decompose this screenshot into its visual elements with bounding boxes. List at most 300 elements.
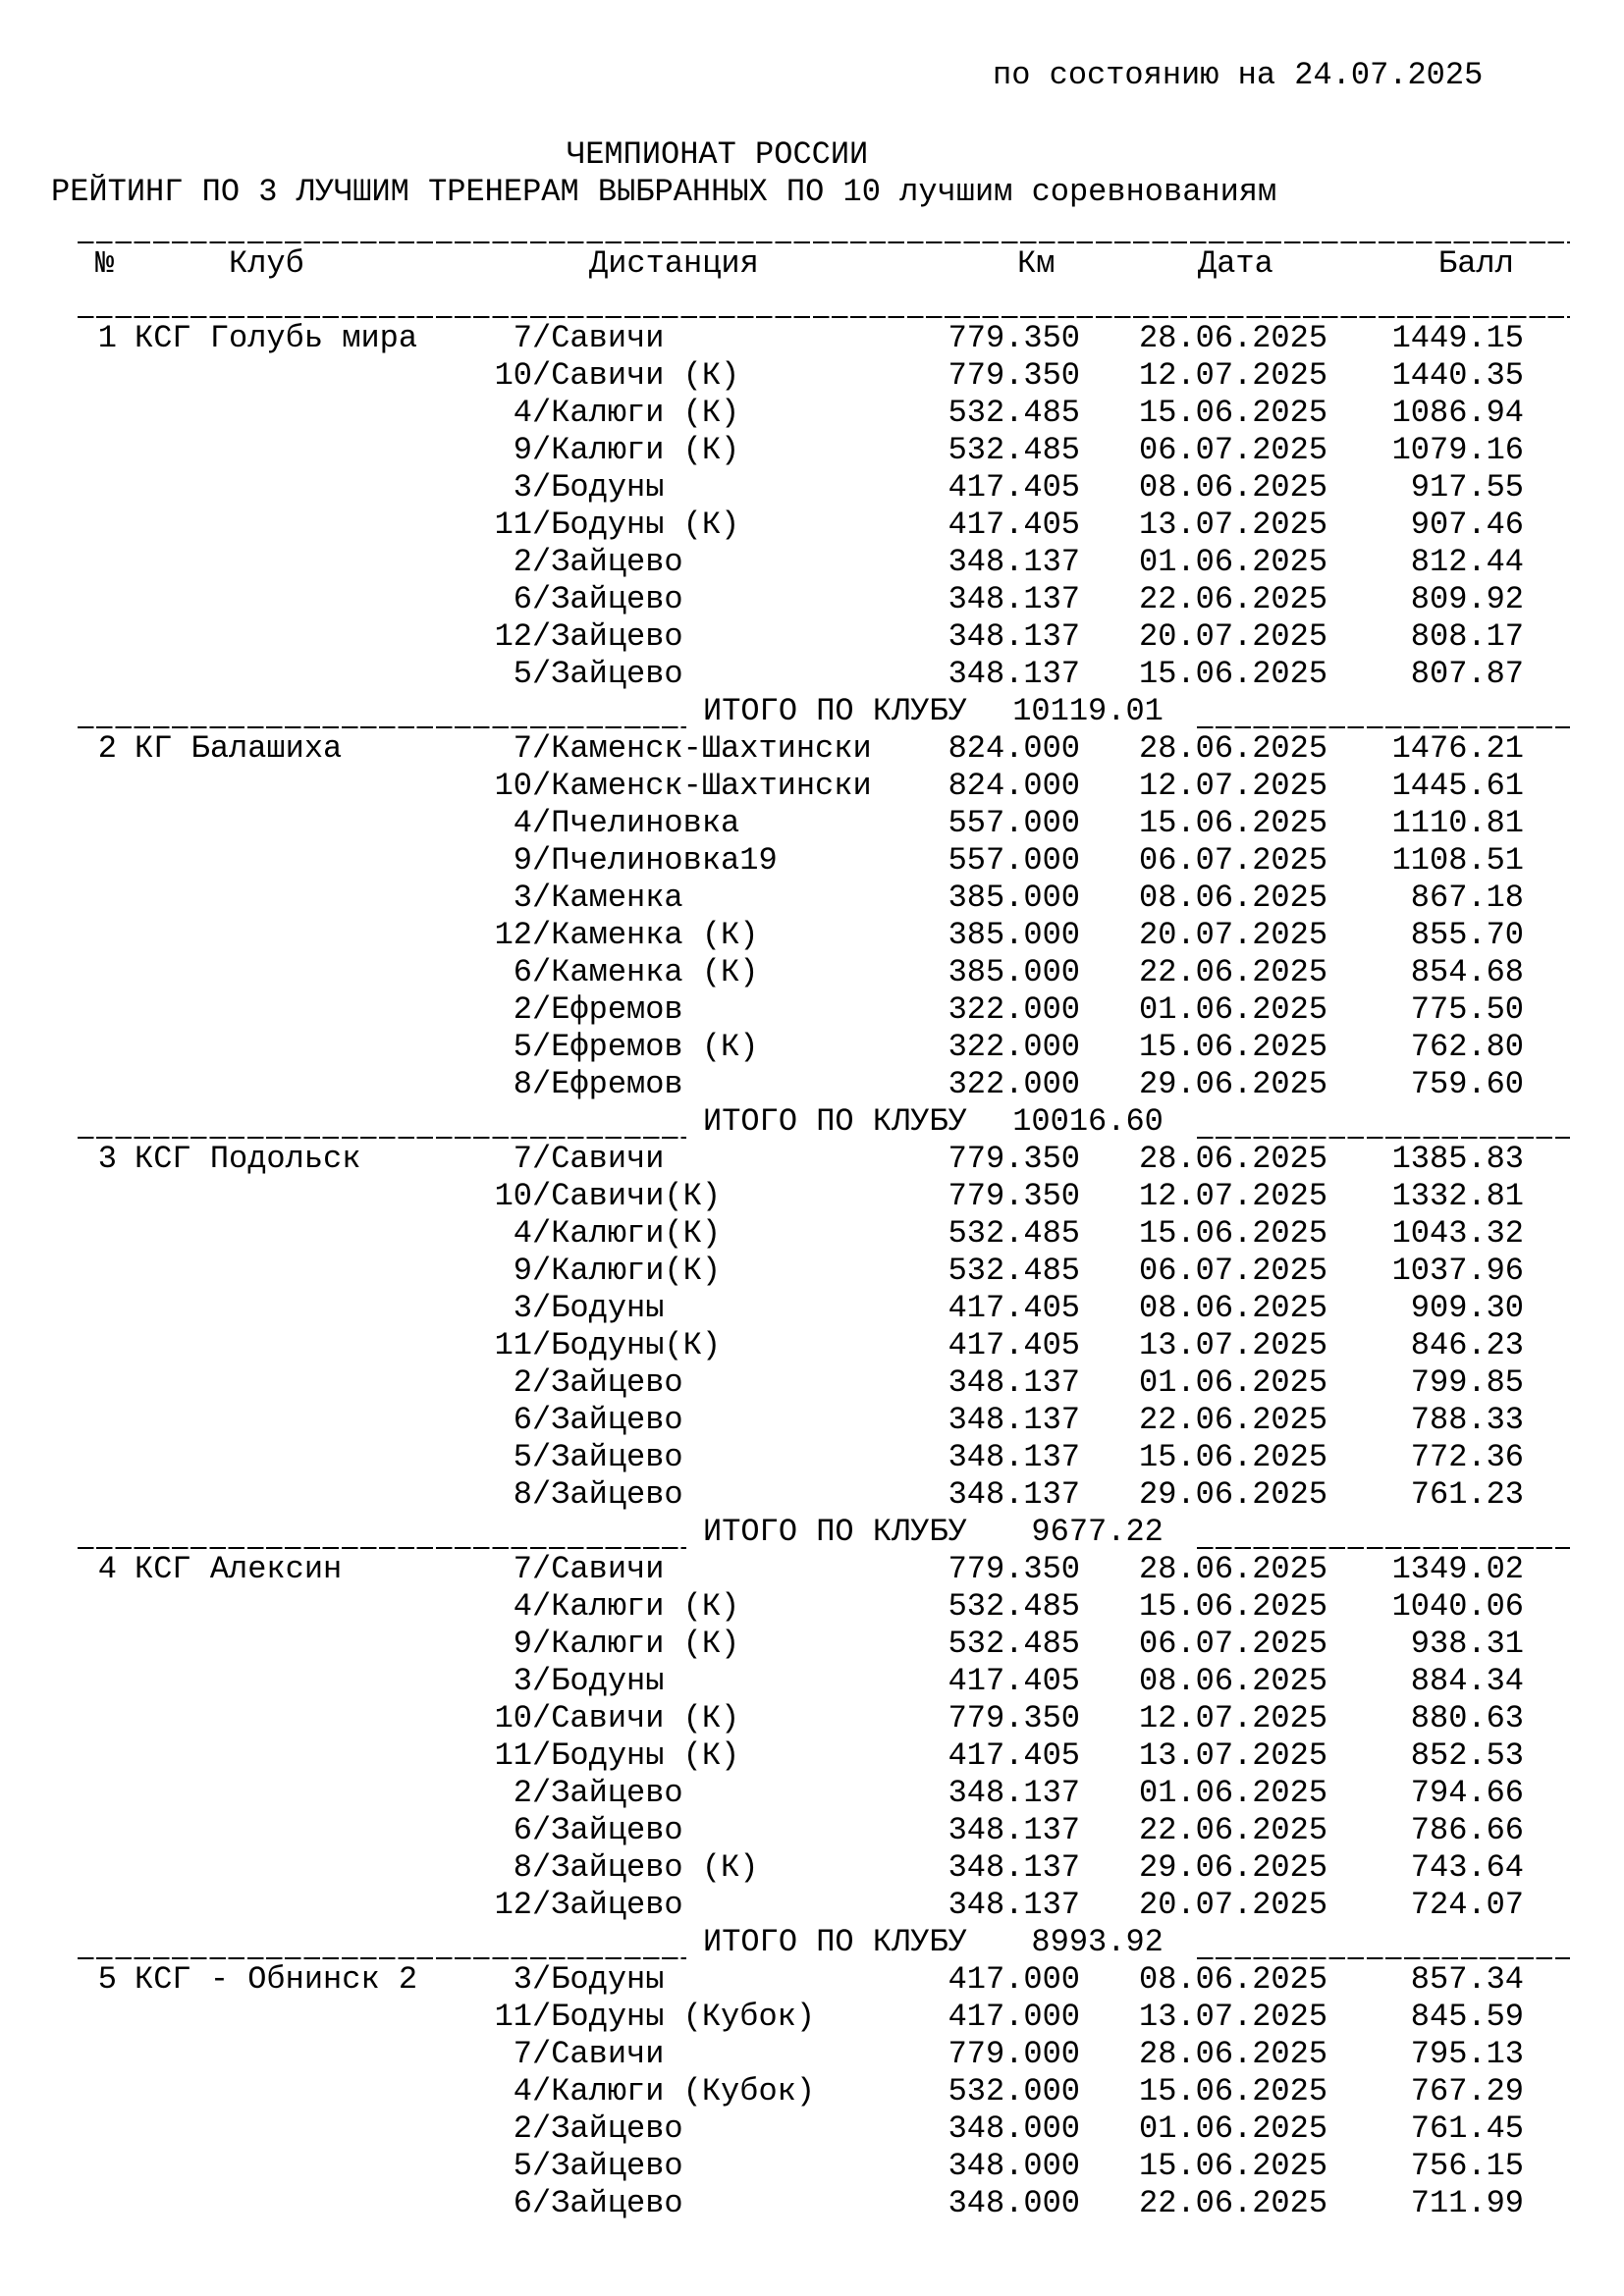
race-number: 9 bbox=[513, 842, 532, 879]
race-name: /Каменка (К) bbox=[532, 954, 759, 990]
total-label: ИТОГО ПО КЛУБУ bbox=[703, 1103, 967, 1140]
race-name: /Савичи bbox=[532, 320, 665, 356]
score-cell: 855.70 bbox=[1410, 917, 1524, 953]
table-row bbox=[78, 1066, 1570, 1103]
km-cell: 348.137 bbox=[947, 1887, 1080, 1923]
race-name: /Савичи (К) bbox=[532, 1700, 740, 1736]
race-name: /Зайцево bbox=[532, 656, 683, 692]
race-number: 4 bbox=[513, 1588, 532, 1625]
date-cell: 12.07.2025 bbox=[1139, 768, 1328, 804]
score-cell: 845.59 bbox=[1410, 1999, 1524, 2035]
race-number: 6 bbox=[513, 581, 532, 617]
race-name: /Зайцево bbox=[532, 618, 683, 655]
total-label: ИТОГО ПО КЛУБУ bbox=[703, 1514, 967, 1550]
report-subtitle: РЕЙТИНГ ПО 3 ЛУЧШИМ ТРЕНЕРАМ ВЫБРАННЫХ ПО 10 лучшим соревнованиям bbox=[51, 174, 1277, 210]
distance-cell bbox=[475, 1887, 683, 1924]
column-header-km: Км bbox=[1017, 245, 1056, 282]
score-cell: 938.31 bbox=[1410, 1626, 1524, 1662]
distance-cell bbox=[475, 2185, 683, 2222]
date-cell: 20.07.2025 bbox=[1139, 1887, 1328, 1923]
date-cell: 06.07.2025 bbox=[1139, 1626, 1328, 1662]
race-name: /Зайцево bbox=[532, 581, 683, 617]
km-cell: 348.137 bbox=[947, 1849, 1080, 1886]
race-name: /Бодуны bbox=[532, 469, 665, 506]
table-row bbox=[78, 1253, 1570, 1290]
date-cell: 13.07.2025 bbox=[1139, 1737, 1328, 1774]
table-row bbox=[78, 2148, 1570, 2185]
table-row bbox=[78, 357, 1570, 395]
distance-cell bbox=[475, 1066, 683, 1103]
score-cell: 1108.51 bbox=[1391, 842, 1524, 879]
score-cell: 1043.32 bbox=[1391, 1215, 1524, 1252]
score-cell: 917.55 bbox=[1410, 469, 1524, 506]
race-number: 8 bbox=[513, 1849, 532, 1886]
date-cell: 29.06.2025 bbox=[1139, 1066, 1328, 1102]
date-cell: 28.06.2025 bbox=[1139, 320, 1328, 356]
race-number: 11 bbox=[494, 1737, 532, 1774]
score-cell: 1037.96 bbox=[1391, 1253, 1524, 1289]
distance-cell bbox=[475, 1700, 739, 1737]
score-cell: 756.15 bbox=[1410, 2148, 1524, 2184]
distance-cell bbox=[475, 1849, 758, 1887]
distance-cell bbox=[475, 618, 683, 656]
total-value: 9677.22 bbox=[1031, 1514, 1164, 1550]
score-cell: 807.87 bbox=[1410, 656, 1524, 692]
race-name: /Бодуны(К) bbox=[532, 1327, 722, 1363]
distance-cell bbox=[475, 842, 778, 880]
distance-cell bbox=[475, 1737, 739, 1775]
table-row bbox=[78, 917, 1570, 954]
race-number: 4 bbox=[513, 805, 532, 841]
race-name: /Калюги (К) bbox=[532, 1588, 740, 1625]
date-cell: 06.07.2025 bbox=[1139, 842, 1328, 879]
table-row bbox=[78, 1775, 1570, 1812]
score-cell: 808.17 bbox=[1410, 618, 1524, 655]
race-number: 2 bbox=[513, 544, 532, 580]
km-cell: 348.137 bbox=[947, 656, 1080, 692]
table-row bbox=[78, 1402, 1570, 1439]
race-number: 7 bbox=[513, 320, 532, 356]
km-cell: 385.000 bbox=[947, 954, 1080, 990]
score-cell: 884.34 bbox=[1410, 1663, 1524, 1699]
race-number: 10 bbox=[494, 768, 532, 804]
score-cell: 759.60 bbox=[1410, 1066, 1524, 1102]
table-row bbox=[78, 1029, 1570, 1066]
race-name: /Зайцево bbox=[532, 1364, 683, 1401]
score-cell: 1445.61 bbox=[1391, 768, 1524, 804]
rating-table-body bbox=[78, 320, 1570, 2222]
km-cell: 348.000 bbox=[947, 2185, 1080, 2221]
date-cell: 15.06.2025 bbox=[1139, 805, 1328, 841]
race-number: 2 bbox=[513, 1364, 532, 1401]
race-name: /Калюги (К) bbox=[532, 432, 740, 468]
divider-line bbox=[78, 316, 1570, 318]
race-number: 6 bbox=[513, 1812, 532, 1848]
table-row bbox=[78, 618, 1570, 656]
table-row bbox=[78, 805, 1570, 842]
table-row bbox=[78, 432, 1570, 469]
divider-line bbox=[1197, 726, 1570, 728]
date-cell: 13.07.2025 bbox=[1139, 1327, 1328, 1363]
race-name: /Зайцево bbox=[532, 2148, 683, 2184]
race-number: 3 bbox=[513, 1961, 532, 1998]
club-total bbox=[703, 1103, 1164, 1141]
table-row bbox=[78, 991, 1570, 1029]
distance-cell bbox=[475, 1551, 664, 1588]
date-cell: 15.06.2025 bbox=[1139, 1588, 1328, 1625]
distance-cell bbox=[475, 768, 872, 805]
score-cell: 772.36 bbox=[1410, 1439, 1524, 1475]
table-row bbox=[78, 1439, 1570, 1476]
table-row bbox=[78, 842, 1570, 880]
score-cell: 1079.16 bbox=[1391, 432, 1524, 468]
distance-cell bbox=[475, 880, 683, 917]
race-name: /Бодуны bbox=[532, 1663, 665, 1699]
date-cell: 01.06.2025 bbox=[1139, 2110, 1328, 2147]
km-cell: 348.000 bbox=[947, 2110, 1080, 2147]
distance-cell bbox=[475, 395, 739, 432]
km-cell: 348.137 bbox=[947, 581, 1080, 617]
km-cell: 779.350 bbox=[947, 1141, 1080, 1177]
divider-line bbox=[78, 1547, 686, 1549]
km-cell: 417.000 bbox=[947, 1961, 1080, 1998]
date-cell: 08.06.2025 bbox=[1139, 1961, 1328, 1998]
score-cell: 1332.81 bbox=[1391, 1178, 1524, 1214]
table-row bbox=[78, 1626, 1570, 1663]
total-label: ИТОГО ПО КЛУБУ bbox=[703, 1924, 967, 1960]
km-cell: 532.485 bbox=[947, 395, 1080, 431]
race-number: 9 bbox=[513, 432, 532, 468]
race-name: /Зайцево bbox=[532, 1887, 683, 1923]
column-header-club: Клуб bbox=[229, 245, 304, 282]
km-cell: 557.000 bbox=[947, 805, 1080, 841]
column-header-score: Балл bbox=[1438, 245, 1514, 282]
race-name: /Зайцево bbox=[532, 1476, 683, 1513]
race-name: /Зайцево bbox=[532, 2110, 683, 2147]
score-cell: 799.85 bbox=[1410, 1364, 1524, 1401]
date-cell: 28.06.2025 bbox=[1139, 2036, 1328, 2072]
column-header-num: № bbox=[95, 245, 115, 282]
race-number: 5 bbox=[513, 2148, 532, 2184]
km-cell: 779.350 bbox=[947, 320, 1080, 356]
date-cell: 01.06.2025 bbox=[1139, 1364, 1328, 1401]
km-cell: 348.137 bbox=[947, 1476, 1080, 1513]
divider-line bbox=[78, 1957, 686, 1959]
table-row bbox=[78, 1737, 1570, 1775]
rank-cell: 3 bbox=[97, 1141, 117, 1177]
club-cell: КГ Балашиха bbox=[135, 730, 343, 767]
divider-line bbox=[1197, 1137, 1570, 1139]
race-name: /Бодуны (К) bbox=[532, 507, 740, 543]
km-cell: 348.000 bbox=[947, 2148, 1080, 2184]
km-cell: 348.137 bbox=[947, 618, 1080, 655]
distance-cell bbox=[475, 357, 739, 395]
race-number: 3 bbox=[513, 1663, 532, 1699]
distance-cell bbox=[475, 1775, 683, 1812]
date-cell: 15.06.2025 bbox=[1139, 2073, 1328, 2109]
date-cell: 06.07.2025 bbox=[1139, 432, 1328, 468]
race-name: /Бодуны bbox=[532, 1961, 665, 1998]
report-title: ЧЕМПИОНАТ РОССИИ bbox=[567, 136, 869, 173]
distance-cell bbox=[475, 1364, 683, 1402]
date-cell: 13.07.2025 bbox=[1139, 507, 1328, 543]
distance-cell bbox=[475, 1215, 721, 1253]
distance-cell bbox=[475, 917, 758, 954]
km-cell: 322.000 bbox=[947, 991, 1080, 1028]
table-row bbox=[78, 1961, 1570, 1999]
date-cell: 01.06.2025 bbox=[1139, 991, 1328, 1028]
club-cell: КСГ Подольск bbox=[135, 1141, 361, 1177]
table-row bbox=[78, 1663, 1570, 1700]
race-number: 10 bbox=[494, 357, 532, 394]
score-cell: 1040.06 bbox=[1391, 1588, 1524, 1625]
date-cell: 28.06.2025 bbox=[1139, 1551, 1328, 1587]
date-cell: 22.06.2025 bbox=[1139, 1402, 1328, 1438]
km-cell: 557.000 bbox=[947, 842, 1080, 879]
table-row bbox=[78, 581, 1570, 618]
race-name: /Каменск-Шахтински bbox=[532, 730, 872, 767]
club-cell: КСГ Голубь мира bbox=[135, 320, 418, 356]
table-row bbox=[78, 1849, 1570, 1887]
score-cell: 880.63 bbox=[1410, 1700, 1524, 1736]
rank-cell: 2 bbox=[97, 730, 117, 767]
km-cell: 532.485 bbox=[947, 1626, 1080, 1662]
race-number: 6 bbox=[513, 1402, 532, 1438]
distance-cell bbox=[475, 2110, 683, 2148]
table-row bbox=[78, 1551, 1570, 1588]
race-name: /Савичи bbox=[532, 1141, 665, 1177]
km-cell: 417.405 bbox=[947, 1327, 1080, 1363]
date-cell: 28.06.2025 bbox=[1139, 730, 1328, 767]
club-total bbox=[703, 693, 1164, 730]
km-cell: 417.405 bbox=[947, 1737, 1080, 1774]
score-cell: 854.68 bbox=[1410, 954, 1524, 990]
race-name: /Зайцево bbox=[532, 1439, 683, 1475]
distance-cell bbox=[475, 730, 872, 768]
race-name: /Пчелиновка19 bbox=[532, 842, 778, 879]
table-row bbox=[78, 730, 1570, 768]
race-number: 5 bbox=[513, 1029, 532, 1065]
race-name: /Зайцево bbox=[532, 1402, 683, 1438]
score-cell: 761.23 bbox=[1410, 1476, 1524, 1513]
race-name: /Каменка (К) bbox=[532, 917, 759, 953]
race-number: 3 bbox=[513, 469, 532, 506]
race-name: /Бодуны (К) bbox=[532, 1737, 740, 1774]
race-number: 2 bbox=[513, 991, 532, 1028]
race-name: /Калюги (К) bbox=[532, 1626, 740, 1662]
score-cell: 795.13 bbox=[1410, 2036, 1524, 2072]
club-cell: КСГ - Обнинск 2 bbox=[135, 1961, 418, 1998]
race-number: 5 bbox=[513, 1439, 532, 1475]
divider-line bbox=[78, 241, 1570, 243]
table-row bbox=[78, 507, 1570, 544]
race-number: 6 bbox=[513, 954, 532, 990]
race-name: /Каменка bbox=[532, 880, 683, 916]
race-name: /Калюги (Кубок) bbox=[532, 2073, 816, 2109]
table-row bbox=[78, 768, 1570, 805]
race-number: 3 bbox=[513, 880, 532, 916]
table-row bbox=[78, 954, 1570, 991]
distance-cell bbox=[475, 656, 683, 693]
score-cell: 1449.15 bbox=[1391, 320, 1524, 356]
table-row bbox=[78, 2036, 1570, 2073]
race-name: /Калюги(К) bbox=[532, 1215, 722, 1252]
divider-line bbox=[78, 726, 686, 728]
distance-cell bbox=[475, 1663, 664, 1700]
date-cell: 13.07.2025 bbox=[1139, 1999, 1328, 2035]
column-header-date: Дата bbox=[1198, 245, 1273, 282]
km-cell: 532.485 bbox=[947, 1588, 1080, 1625]
race-name: /Пчелиновка bbox=[532, 805, 740, 841]
race-name: /Савичи (К) bbox=[532, 357, 740, 394]
date-cell: 29.06.2025 bbox=[1139, 1476, 1328, 1513]
score-cell: 788.33 bbox=[1410, 1402, 1524, 1438]
race-number: 3 bbox=[513, 1290, 532, 1326]
date-cell: 08.06.2025 bbox=[1139, 1290, 1328, 1326]
km-cell: 532.485 bbox=[947, 1215, 1080, 1252]
distance-cell bbox=[475, 1999, 815, 2036]
race-number: 12 bbox=[494, 618, 532, 655]
date-cell: 01.06.2025 bbox=[1139, 1775, 1328, 1811]
km-cell: 417.405 bbox=[947, 469, 1080, 506]
date-cell: 15.06.2025 bbox=[1139, 656, 1328, 692]
km-cell: 417.000 bbox=[947, 1999, 1080, 2035]
club-total-row bbox=[78, 1924, 1570, 1961]
score-cell: 743.64 bbox=[1410, 1849, 1524, 1886]
race-name: /Зайцево bbox=[532, 544, 683, 580]
club-total-row bbox=[78, 1103, 1570, 1141]
table-row bbox=[78, 1215, 1570, 1253]
distance-cell bbox=[475, 2148, 683, 2185]
header-bottom-rule bbox=[78, 283, 1570, 320]
race-number: 8 bbox=[513, 1476, 532, 1513]
score-cell: 809.92 bbox=[1410, 581, 1524, 617]
km-cell: 417.405 bbox=[947, 1663, 1080, 1699]
table-row bbox=[78, 1364, 1570, 1402]
score-cell: 711.99 bbox=[1410, 2185, 1524, 2221]
distance-cell bbox=[475, 954, 758, 991]
score-cell: 846.23 bbox=[1410, 1327, 1524, 1363]
divider-line bbox=[78, 1137, 686, 1139]
table-row bbox=[78, 1812, 1570, 1849]
as-of-date: по состоянию на 24.07.2025 bbox=[993, 57, 1484, 93]
race-number: 7 bbox=[513, 730, 532, 767]
distance-cell bbox=[475, 1439, 683, 1476]
score-cell: 907.46 bbox=[1410, 507, 1524, 543]
score-cell: 1476.21 bbox=[1391, 730, 1524, 767]
date-cell: 15.06.2025 bbox=[1139, 1215, 1328, 1252]
race-number: 8 bbox=[513, 1066, 532, 1102]
table-row bbox=[78, 1141, 1570, 1178]
club-total-row bbox=[78, 693, 1570, 730]
divider-line bbox=[1197, 1957, 1570, 1959]
score-cell: 812.44 bbox=[1410, 544, 1524, 580]
table-header-row bbox=[78, 245, 1570, 283]
race-name: /Ефремов bbox=[532, 991, 683, 1028]
race-number: 4 bbox=[513, 1215, 532, 1252]
distance-cell bbox=[475, 1327, 721, 1364]
race-name: /Зайцево (К) bbox=[532, 1849, 759, 1886]
race-number: 10 bbox=[494, 1700, 532, 1736]
km-cell: 779.350 bbox=[947, 357, 1080, 394]
distance-cell bbox=[475, 507, 739, 544]
race-number: 4 bbox=[513, 395, 532, 431]
km-cell: 348.137 bbox=[947, 1775, 1080, 1811]
km-cell: 532.485 bbox=[947, 432, 1080, 468]
rank-cell: 4 bbox=[97, 1551, 117, 1587]
distance-cell bbox=[475, 581, 683, 618]
race-number: 6 bbox=[513, 2185, 532, 2221]
date-cell: 15.06.2025 bbox=[1139, 1439, 1328, 1475]
race-number: 11 bbox=[494, 507, 532, 543]
date-cell: 22.06.2025 bbox=[1139, 581, 1328, 617]
race-name: /Зайцево bbox=[532, 1812, 683, 1848]
distance-cell bbox=[475, 432, 739, 469]
race-number: 11 bbox=[494, 1327, 532, 1363]
distance-cell bbox=[475, 1290, 664, 1327]
distance-cell bbox=[475, 991, 683, 1029]
club-total-row bbox=[78, 1514, 1570, 1551]
distance-cell bbox=[475, 1141, 664, 1178]
score-cell: 724.07 bbox=[1410, 1887, 1524, 1923]
km-cell: 348.137 bbox=[947, 544, 1080, 580]
date-cell: 12.07.2025 bbox=[1139, 1178, 1328, 1214]
race-name: /Бодуны bbox=[532, 1290, 665, 1326]
race-name: /Калюги(К) bbox=[532, 1253, 722, 1289]
column-header-distance: Дистанция bbox=[589, 245, 759, 282]
date-cell: 20.07.2025 bbox=[1139, 917, 1328, 953]
table-row bbox=[78, 1327, 1570, 1364]
distance-cell bbox=[475, 1626, 739, 1663]
date-cell: 22.06.2025 bbox=[1139, 954, 1328, 990]
club-cell: КСГ Алексин bbox=[135, 1551, 343, 1587]
total-value: 8993.92 bbox=[1031, 1924, 1164, 1960]
table-row bbox=[78, 1999, 1570, 2036]
race-name: /Ефремов bbox=[532, 1066, 683, 1102]
score-cell: 1086.94 bbox=[1391, 395, 1524, 431]
table-row bbox=[78, 469, 1570, 507]
score-cell: 775.50 bbox=[1410, 991, 1524, 1028]
km-cell: 348.137 bbox=[947, 1439, 1080, 1475]
score-cell: 762.80 bbox=[1410, 1029, 1524, 1065]
race-number: 9 bbox=[513, 1626, 532, 1662]
date-cell: 08.06.2025 bbox=[1139, 469, 1328, 506]
race-number: 2 bbox=[513, 1775, 532, 1811]
km-cell: 385.000 bbox=[947, 917, 1080, 953]
distance-cell bbox=[475, 1178, 721, 1215]
race-name: /Ефремов (К) bbox=[532, 1029, 759, 1065]
distance-cell bbox=[475, 1253, 721, 1290]
km-cell: 779.350 bbox=[947, 1700, 1080, 1736]
race-name: /Савичи(К) bbox=[532, 1178, 722, 1214]
distance-cell bbox=[475, 2073, 815, 2110]
total-label: ИТОГО ПО КЛУБУ bbox=[703, 693, 967, 729]
date-cell: 20.07.2025 bbox=[1139, 618, 1328, 655]
race-number: 7 bbox=[513, 2036, 532, 2072]
race-number: 2 bbox=[513, 2110, 532, 2147]
club-total bbox=[703, 1924, 1164, 1961]
distance-cell bbox=[475, 1812, 683, 1849]
race-number: 4 bbox=[513, 2073, 532, 2109]
score-cell: 852.53 bbox=[1410, 1737, 1524, 1774]
race-name: /Зайцево bbox=[532, 2185, 683, 2221]
date-cell: 15.06.2025 bbox=[1139, 2148, 1328, 2184]
table-row bbox=[78, 544, 1570, 581]
total-value: 10016.60 bbox=[1012, 1103, 1164, 1140]
distance-cell bbox=[475, 2036, 664, 2073]
date-cell: 15.06.2025 bbox=[1139, 1029, 1328, 1065]
km-cell: 322.000 bbox=[947, 1029, 1080, 1065]
